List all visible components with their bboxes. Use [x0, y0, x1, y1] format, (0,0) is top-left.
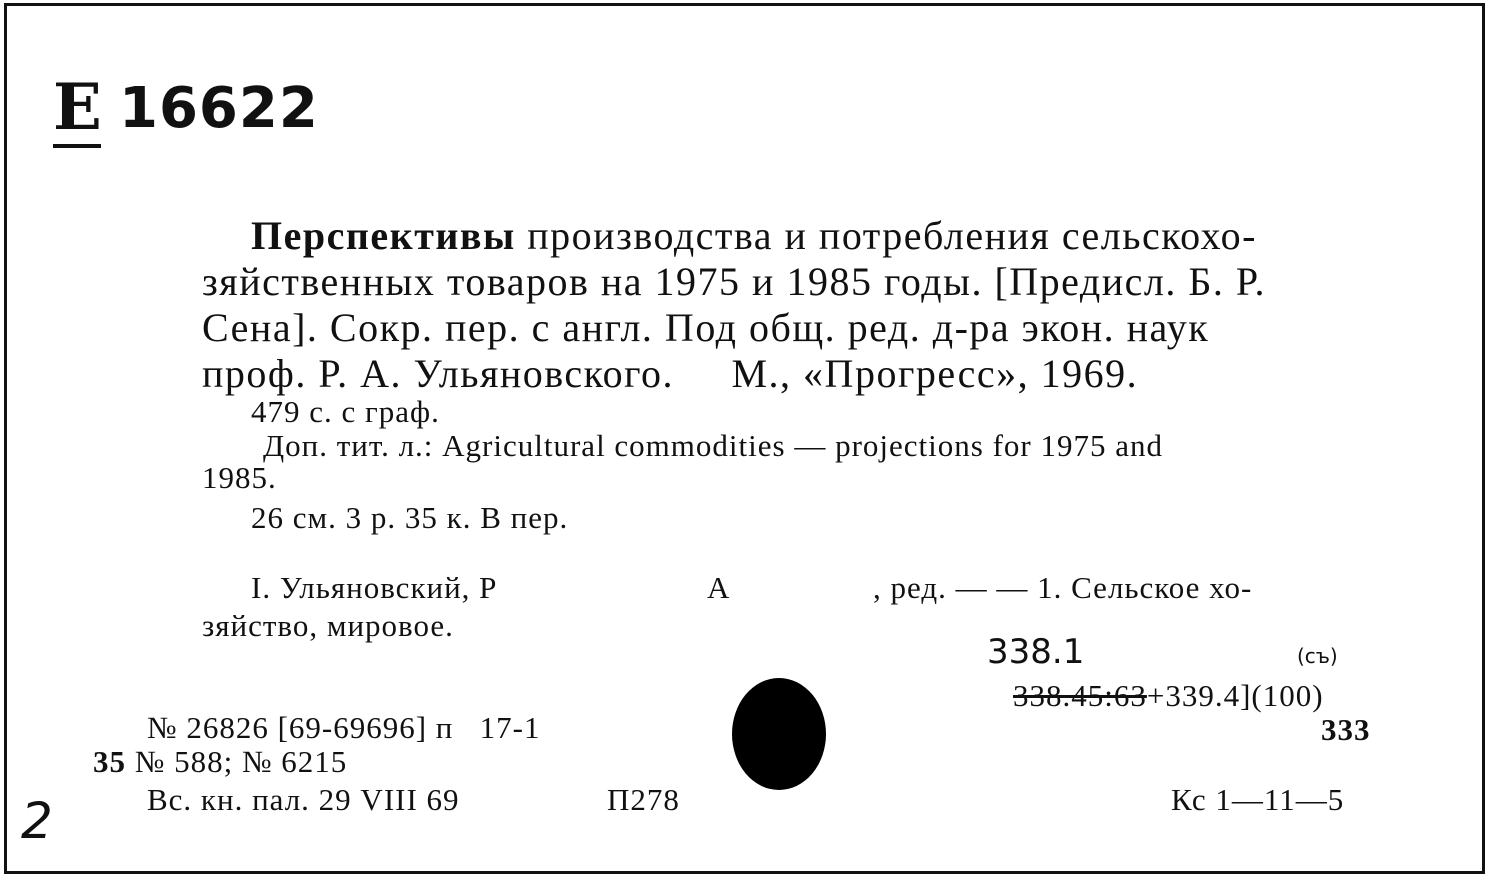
corner-mark: 2	[21, 792, 53, 850]
description-line-1	[251, 212, 1257, 259]
pages-line: 479 с. с граф.	[251, 394, 440, 429]
class-code-2: 333	[1321, 712, 1371, 747]
imprint-line-1: № 26826 [69-69696] п 17-1	[147, 710, 541, 745]
tracing-initial: А	[707, 570, 731, 605]
tracing-author: I. Ульяновский, Р	[251, 570, 498, 605]
title-word: Перспективы	[251, 213, 516, 258]
description-line-1-rest: производства и потребления сельскохо-	[527, 213, 1257, 258]
description-line-3: Сена]. Сокр. пер. с англ. Под общ. ред. д-ра экон. наук	[202, 305, 1210, 350]
description-line-2: зяйственных товаров на 1975 и 1985 годы. [Предисл. Б. Р.	[202, 259, 1267, 304]
imprint-line-2-text: № 588; № 6215	[134, 744, 348, 779]
series-code: Кс 1—11—5	[1171, 782, 1345, 817]
imprint-line-2	[93, 744, 347, 780]
class-code-rest: +339.4](100)	[1146, 678, 1324, 713]
catalog-card	[4, 3, 1485, 874]
punch-hole	[732, 678, 826, 790]
tracing-subject: , ред. — — 1. Сельское хо-	[873, 570, 1253, 605]
class-code-line	[1013, 678, 1324, 714]
struck-class-code: 338.45:63	[1013, 678, 1147, 713]
handwritten-note: (съ)	[1297, 644, 1338, 668]
tracing-line-2: зяйство, мировое.	[202, 608, 454, 643]
added-title-line-2: 1985.	[202, 460, 277, 495]
description-line-4: проф. Р. А. Ульяновского. М., «Прогресс», 1969.	[202, 351, 1139, 396]
size-price-line: 26 см. 3 р. 35 к. В пер.	[251, 500, 569, 535]
imprint-line-3: Вс. кн. пал. 29 VIII 69	[147, 782, 460, 817]
stamp-letter: Е	[53, 72, 101, 148]
handwritten-class: 338.1	[987, 632, 1085, 672]
imprint-code: П278	[607, 782, 680, 817]
added-title-line-1: Доп. тит. л.: Agricultural commodities — projections for 1975 and	[263, 428, 1163, 463]
imprint-prefix: 35	[93, 744, 126, 779]
accession-number: 16622	[119, 76, 319, 141]
